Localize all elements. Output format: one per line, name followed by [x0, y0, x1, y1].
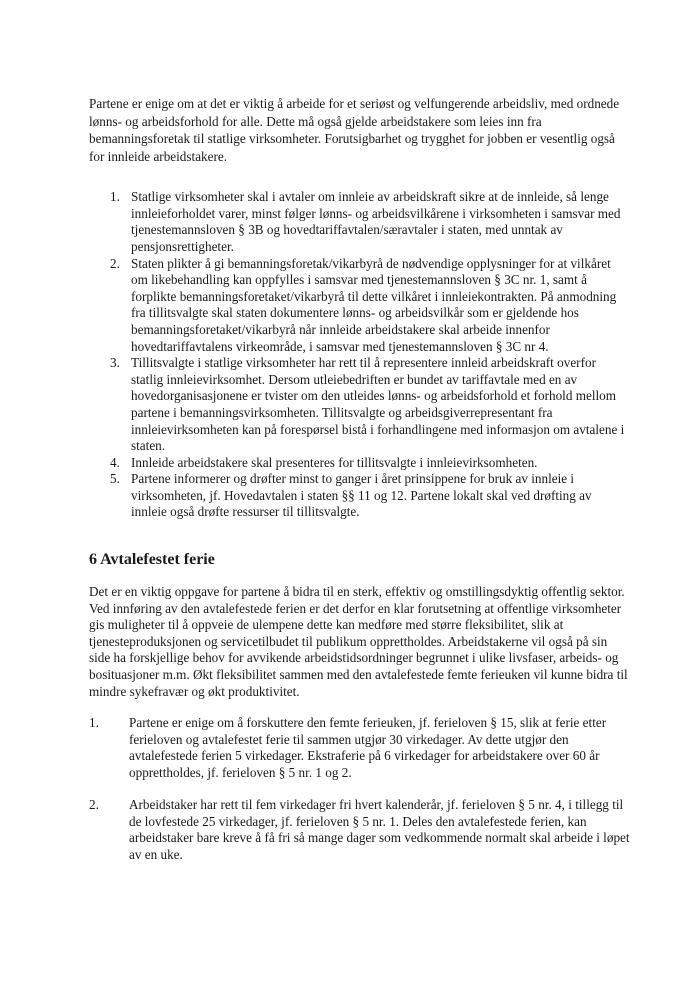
list-item: [110, 189, 630, 255]
ferie-list-item-2: [89, 797, 634, 863]
list-item: [110, 355, 630, 455]
list-item-text: Staten plikter å gi bemanningsforetak/vikarbyrå de nødvendige opplysninger for at vilkåret om likebehandling kan oppfylles i samsvar med tjenestemannsloven § 3C nr. 1, samt å forplikte bemanningsforetaket/vikarbyrå til dette vilkåret i innleiekontrakten. På anmodning fra tillitsvalgte skal staten dokumentere lønns- og arbeidsvilkår som er gjeldende hos bemanningsforetaket/vikarbyrå når innleide arbeidstakere skal arbeide innenfor hovedtariffavtalens virkeområde, i samsvar med tjenestemannsloven § 3C nr 4.: [131, 255, 617, 354]
list-item-number: 1.: [89, 715, 99, 730]
list-item-number: 1.: [110, 189, 120, 205]
list-item-number: 5.: [110, 471, 120, 487]
list-item-text: Innleide arbeidstakere skal presenteres for tillitsvalgte i innleievirksomheten.: [131, 454, 538, 470]
list-item-text: Partene informerer og drøfter minst to ganger i året prinsippene for bruk av innleie i virksomheten, jf. Hovedavtalen i staten §§ 11 og 12. Partene lokalt skal ved drøfting av innleie også drøfte ressurser til tillitsvalgte.: [131, 471, 592, 520]
list-item-number: 4.: [110, 454, 120, 470]
intro-paragraph: Partene er enige om at det er viktig å arbeide for et seriøst og velfungerende arbeidsliv, med ordnede lønns- og arbeidsforhold for alle. Dette må også gjelde arbeidstakere som leies inn fra bemanningsforetak til statlige virksomheter. Forutsigbarhet og trygghet for jobben er vesentlig også for innleide arbeidstakere.: [89, 96, 620, 164]
list-item: [110, 256, 630, 356]
list-item: [89, 797, 634, 863]
list-item: [89, 715, 634, 781]
list-item: [110, 455, 630, 472]
list-item: [110, 471, 630, 521]
list-item-text: Partene er enige om å forskuttere den femte ferieuken, jf. ferieloven § 15, slik at ferie etter ferieloven og avtalefestet ferie til sammen utgjør 30 virkedager. Av dette utgjør den avtalefestede ferien 5 virkedager. Ekstraferie på 6 virkedager for arbeidstakere over 60 år opprettholdes, jf. ferieloven § 5 nr. 1 og 2.: [129, 715, 607, 780]
list-item-number: 3.: [110, 355, 120, 371]
list-item-number: 2.: [110, 255, 120, 271]
section-heading: 6 Avtalefestet ferie: [89, 551, 215, 568]
section-paragraph: Det er en viktig oppgave for partene å bidra til en sterk, effektiv og omstillingsdyktig offentlig sektor. Ved innføring av den avtalefestede ferien er det derfor en klar forutsetning at offentlige virksomheter gis muligheter til å oppveie de ulempene dette kan medføre med større fleksibilitet, slik at tjenesteproduksjonen og servicetilbudet til publikum opprettholdes. Arbeidstakerne vil også på sin side ha forskjellige behov for avvikende arbeidstidsordninger begrunnet i ulike livsfaser, arbeids- og bosituasjoner m.m. Økt fleksibilitet sammen med den avtalefestede femte ferieuken vil kunne bidra til mindre sykefravær og økt produktivitet.: [89, 584, 628, 699]
list-item-text: Tillitsvalgte i statlige virksomheter har rett til å representere innleid arbeidskraft overfor statlig innleievirksomhet. Dersom utleiebedriften er bundet av tariffavtale med en av hovedorganisasjonene er tvister om den utleides lønns- og arbeidsforhold et forhold mellom partene i bemanningsvirksomheten. Tillitsvalgte og arbeidsgiverrepresentant fra innleievirksomheten kan på forespørsel bistå i forhandlingene med informasjon om avtalene i staten.: [131, 355, 625, 454]
list-item-number: 2.: [89, 797, 99, 812]
list-item-text: Statlige virksomheter skal i avtaler om innleie av arbeidskraft sikre at de innleide, så lenge innleieforholdet varer, minst følger lønns- og arbeidsvilkårene i virksomheten i samsvar med tjenestemannsloven § 3B og hovedtariffavtalen/særavtaler i staten, med unntak av pensjonsrettigheter.: [131, 189, 621, 254]
innleie-list: [110, 189, 630, 521]
list-item-text: Arbeidstaker har rett til fem virkedager fri hvert kalenderår, jf. ferieloven § 5 nr. 4, i tillegg til de lovfestede 25 virkedager, jf. ferieloven § 5 nr. 1. Deles den avtalefestede ferien, kan arbeidstaker bare kreve å få fri så mange dager som vedkommende normalt skal arbeide i løpet av en uke.: [129, 797, 630, 862]
ferie-list-item-1: [89, 715, 634, 781]
